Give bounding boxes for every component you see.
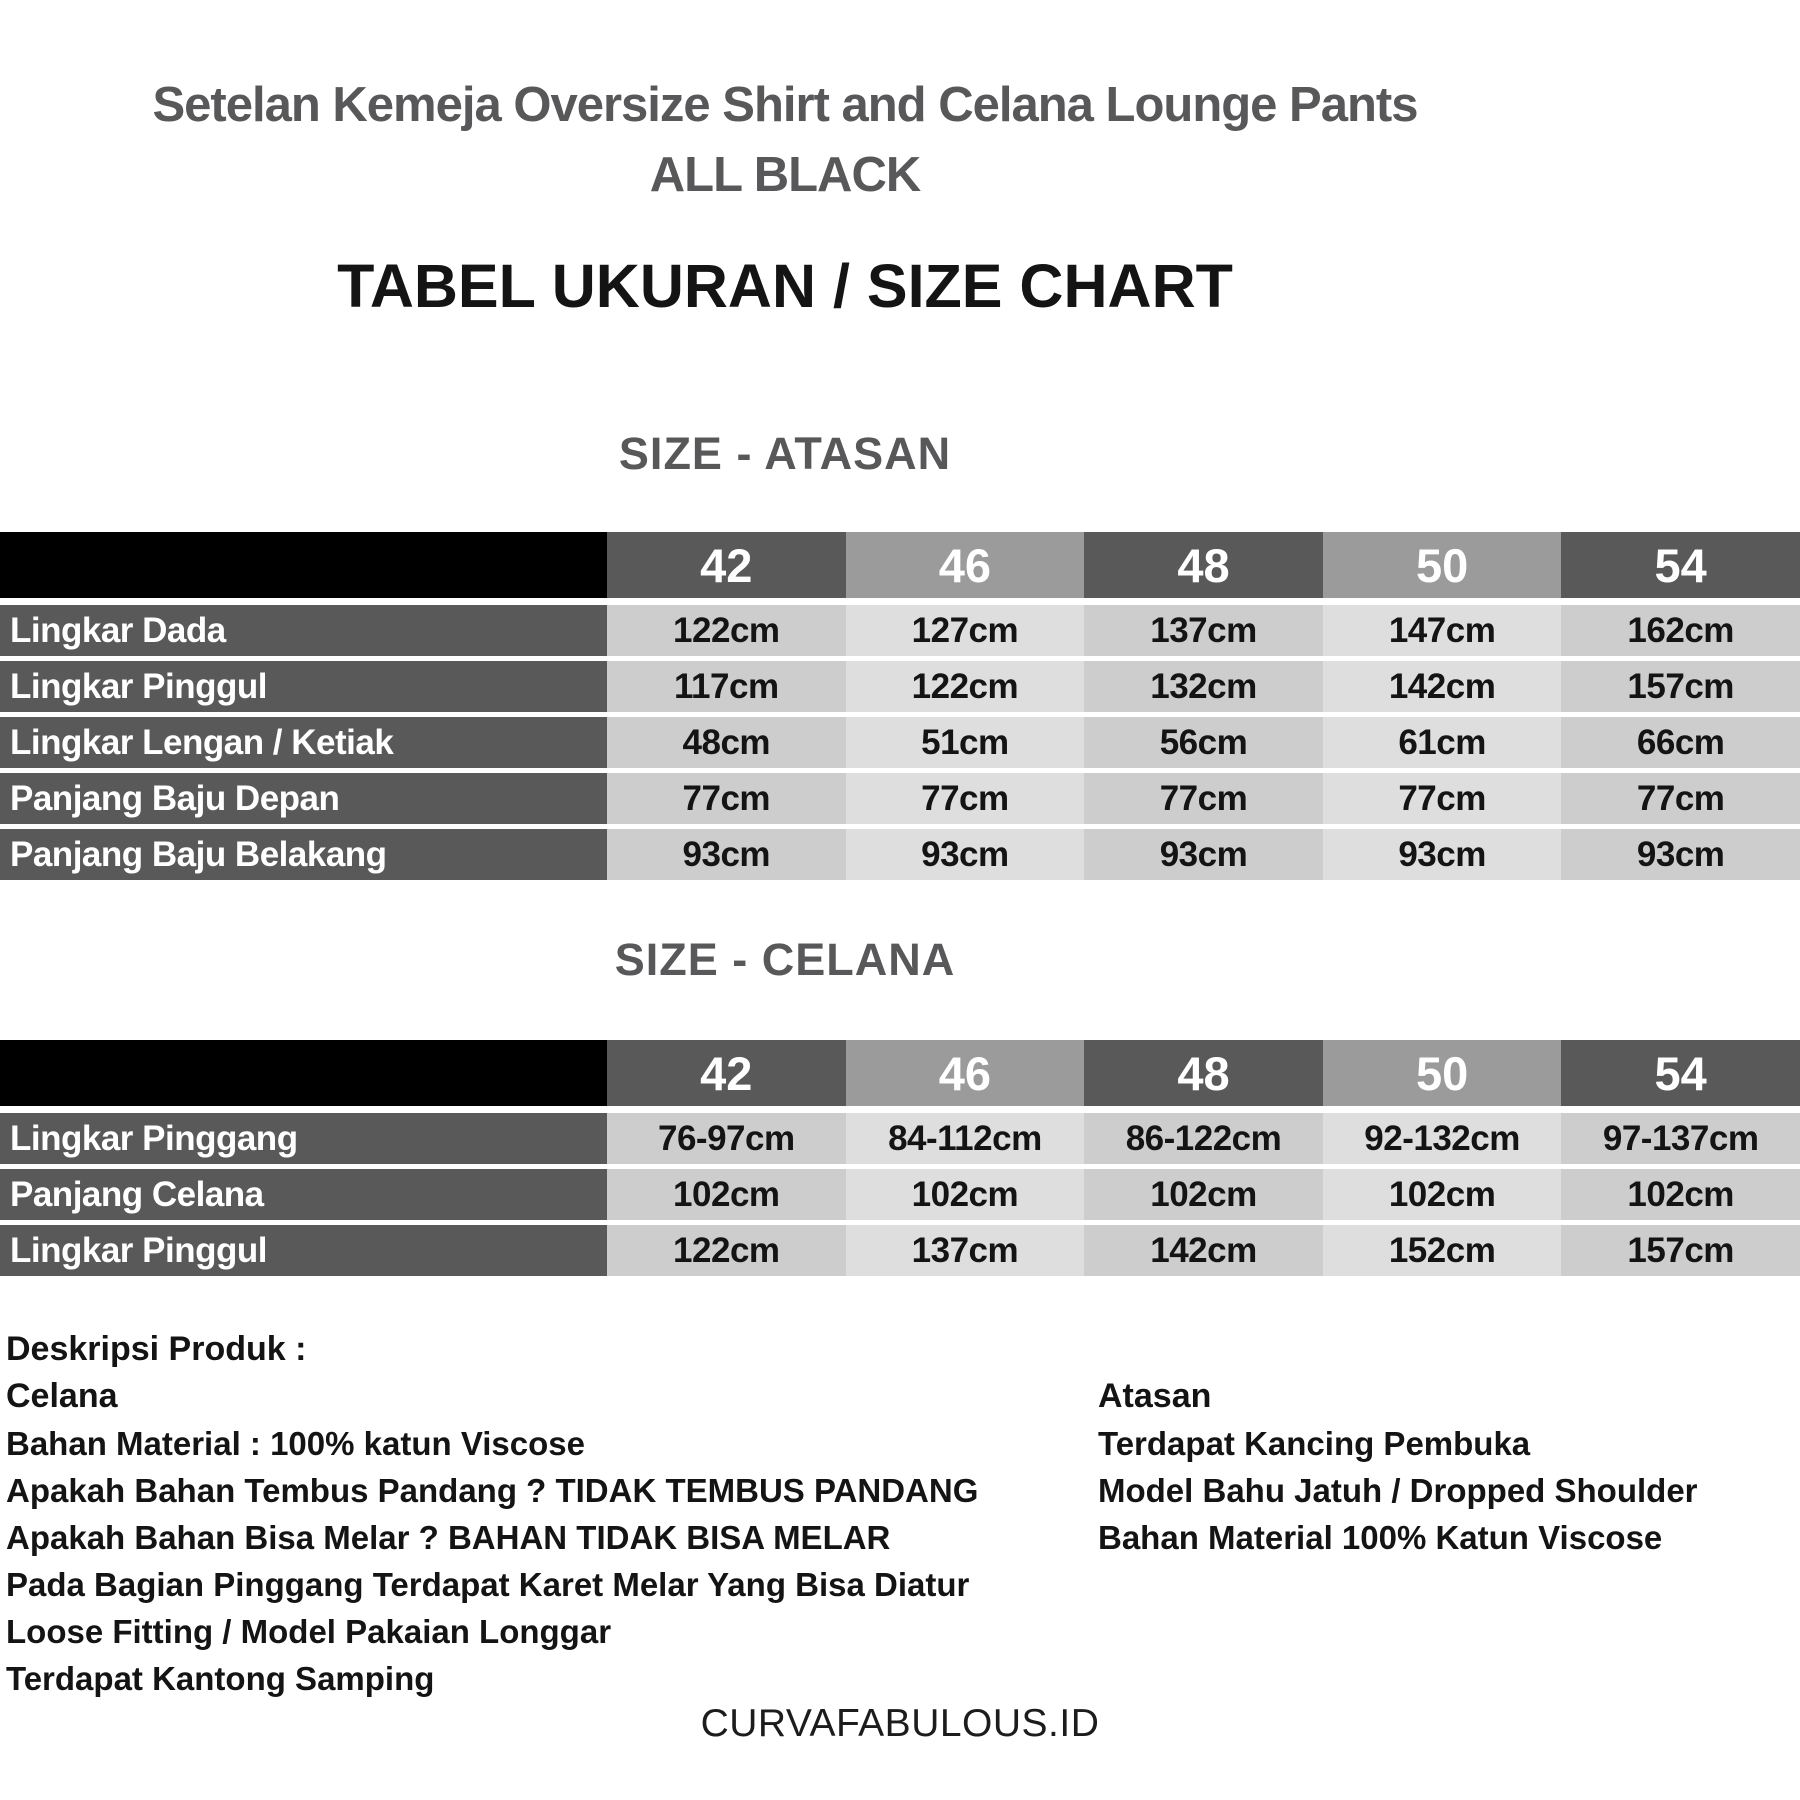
size-value: 137cm	[846, 1225, 1085, 1276]
table-row	[0, 661, 1800, 712]
size-value: 77cm	[1084, 773, 1323, 824]
row-label: Lingkar Lengan / Ketiak	[0, 717, 607, 768]
description-right	[1098, 1373, 1698, 1561]
size-value: 122cm	[846, 661, 1085, 712]
product-title: Setelan Kemeja Oversize Shirt and Celana Lounge Pants	[152, 78, 1418, 132]
size-value: 127cm	[846, 605, 1085, 656]
description-line: Terdapat Kantong Samping	[6, 1660, 435, 1697]
size-value: 142cm	[1323, 661, 1562, 712]
description-line: Loose Fitting / Model Pakaian Longgar	[6, 1613, 612, 1650]
size-value: 93cm	[1084, 829, 1323, 880]
size-value: 102cm	[1561, 1169, 1800, 1220]
description-heading: Deskripsi Produk :	[6, 1330, 307, 1368]
size-value: 117cm	[607, 661, 846, 712]
size-col-header: 48	[1084, 1040, 1323, 1106]
size-table-atasan	[0, 532, 1800, 885]
product-variant: ALL BLACK	[649, 148, 921, 202]
size-value: 122cm	[607, 605, 846, 656]
size-value: 77cm	[846, 773, 1085, 824]
table-row	[0, 773, 1800, 824]
size-value: 137cm	[1084, 605, 1323, 656]
corner-cell	[0, 1040, 607, 1106]
row-label: Lingkar Pinggang	[0, 1113, 607, 1164]
size-table-celana	[0, 1040, 1800, 1281]
table-row	[0, 1113, 1800, 1164]
size-value: 93cm	[846, 829, 1085, 880]
row-label: Lingkar Pinggul	[0, 661, 607, 712]
size-value: 93cm	[1323, 829, 1562, 880]
size-col-header: 42	[607, 1040, 846, 1106]
row-label: Panjang Celana	[0, 1169, 607, 1220]
size-col-header: 42	[607, 532, 846, 598]
size-col-header: 50	[1323, 1040, 1562, 1106]
description-left	[6, 1326, 978, 1702]
table-row	[0, 605, 1800, 656]
section-title-celana: SIZE - CELANA	[614, 934, 956, 985]
size-value: 61cm	[1323, 717, 1562, 768]
corner-cell	[0, 532, 607, 598]
row-label: Lingkar Pinggul	[0, 1225, 607, 1276]
size-col-header: 46	[846, 1040, 1085, 1106]
size-value: 86-122cm	[1084, 1113, 1323, 1164]
description-line: Bahan Material : 100% katun Viscose	[6, 1425, 585, 1462]
size-value: 77cm	[607, 773, 846, 824]
size-value: 102cm	[846, 1169, 1085, 1220]
size-col-header: 46	[846, 532, 1085, 598]
size-value: 122cm	[607, 1225, 846, 1276]
description-left-lines	[6, 1420, 978, 1702]
size-value: 84-112cm	[846, 1113, 1085, 1164]
description-line: Apakah Bahan Tembus Pandang ? TIDAK TEMBUS PANDANG	[6, 1472, 979, 1509]
size-value: 92-132cm	[1323, 1113, 1562, 1164]
row-label: Lingkar Dada	[0, 605, 607, 656]
description-line: Terdapat Kancing Pembuka	[1098, 1425, 1531, 1462]
table-row	[0, 717, 1800, 768]
description-line: Apakah Bahan Bisa Melar ? BAHAN TIDAK BISA MELAR	[6, 1519, 891, 1556]
size-value: 102cm	[607, 1169, 846, 1220]
size-value: 93cm	[607, 829, 846, 880]
size-col-header: 54	[1561, 532, 1800, 598]
size-value: 48cm	[607, 717, 846, 768]
description-line: Pada Bagian Pinggang Terdapat Karet Melar Yang Bisa Diatur	[6, 1566, 970, 1603]
size-value: 157cm	[1561, 661, 1800, 712]
size-value: 56cm	[1084, 717, 1323, 768]
size-value: 157cm	[1561, 1225, 1800, 1276]
size-value: 51cm	[846, 717, 1085, 768]
table-row	[0, 829, 1800, 880]
size-col-header: 48	[1084, 532, 1323, 598]
size-value: 76-97cm	[607, 1113, 846, 1164]
table-row	[0, 1225, 1800, 1276]
table-row	[0, 1169, 1800, 1220]
table-header-row	[0, 1040, 1800, 1106]
table-header-row	[0, 532, 1800, 598]
row-label: Panjang Baju Belakang	[0, 829, 607, 880]
size-value: 147cm	[1323, 605, 1562, 656]
description-subheading-atasan: Atasan	[1098, 1377, 1212, 1415]
description-line: Model Bahu Jatuh / Dropped Shoulder	[1098, 1472, 1698, 1509]
size-value: 102cm	[1084, 1169, 1323, 1220]
size-col-header: 54	[1561, 1040, 1800, 1106]
size-value: 93cm	[1561, 829, 1800, 880]
row-label: Panjang Baju Depan	[0, 773, 607, 824]
size-value: 132cm	[1084, 661, 1323, 712]
size-value: 142cm	[1084, 1225, 1323, 1276]
size-col-header: 50	[1323, 532, 1562, 598]
description-right-lines	[1098, 1420, 1698, 1561]
size-value: 77cm	[1561, 773, 1800, 824]
size-value: 97-137cm	[1561, 1113, 1800, 1164]
page-title: TABEL UKURAN / SIZE CHART	[337, 252, 1233, 320]
size-value: 77cm	[1323, 773, 1562, 824]
footer-brand: CURVAFABULOUS.ID	[700, 1702, 1100, 1745]
description-line: Bahan Material 100% Katun Viscose	[1098, 1519, 1663, 1556]
section-title-atasan: SIZE - ATASAN	[618, 428, 952, 479]
size-value: 162cm	[1561, 605, 1800, 656]
size-value: 66cm	[1561, 717, 1800, 768]
size-value: 152cm	[1323, 1225, 1562, 1276]
description-subheading-celana: Celana	[6, 1377, 118, 1415]
size-value: 102cm	[1323, 1169, 1562, 1220]
